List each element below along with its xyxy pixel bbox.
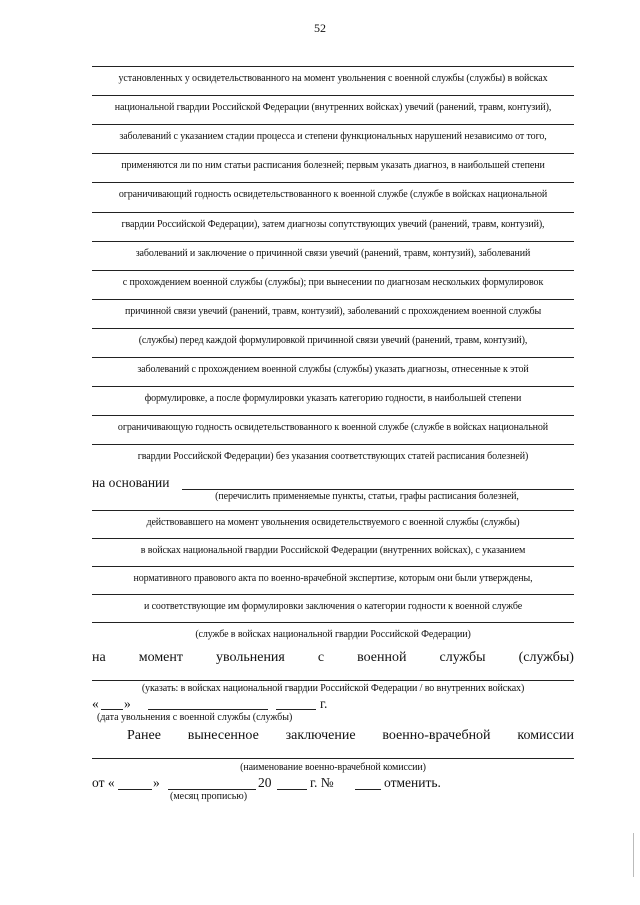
previous-word: комиссии	[517, 728, 574, 743]
dismissal-word: службы	[439, 650, 486, 665]
caption-line: (службы) перед каждой формулировкой причинной связи увечий (ранений, травм, контузий),	[138, 335, 528, 346]
final-month-line[interactable]	[168, 789, 256, 790]
underline	[92, 594, 574, 595]
caption-line: ограничивающую годность освидетельствованного к военной службе (службе в войсках национальной	[117, 422, 549, 433]
month-field-line[interactable]	[148, 709, 268, 710]
underline	[92, 510, 574, 511]
caption-line: заболеваний с прохождением военной службы (службы) указать диагнозы, отнесенные к этой	[137, 364, 529, 375]
year-suffix: г.	[320, 696, 328, 711]
previous-word: заключение	[285, 728, 356, 743]
final-close-quote: »	[153, 775, 160, 790]
basis-caption: действовавшего на момент увольнения освидетельствуемого с военной службы (службы)	[146, 517, 520, 528]
basis-caption: и соответствующие им формулировки заключения о категории годности к военной службе	[143, 601, 523, 612]
underline	[92, 270, 574, 271]
from-label: от «	[92, 775, 115, 790]
date-caption: (дата увольнения с военной службы (службы)	[97, 712, 293, 723]
underline	[92, 538, 574, 539]
underline	[92, 153, 574, 154]
previous-row	[127, 728, 574, 744]
underline	[92, 758, 574, 759]
caption-line: с прохождением военной службы (службы); при вынесении по диагнозам нескольких формулировок	[122, 277, 544, 288]
caption-line: национальной гвардии Российской Федерации (внутренних войсках) увечий (ранений, травм, контузий),	[114, 102, 552, 113]
final-year-line[interactable]	[277, 789, 307, 790]
dismissal-caption: (указать: в войсках национальной гвардии Российской Федерации / во внутренних войсках)	[141, 683, 525, 694]
underline	[92, 444, 574, 445]
underline	[92, 622, 574, 623]
caption-line: гвардии Российской Федерации) без указания соответствующих статей расписания болезней)	[137, 451, 529, 462]
basis-label: на основании	[92, 475, 170, 490]
caption-line: заболеваний и заключение о причинной связи увечий (ранений, травм, контузий), заболеваний	[135, 248, 531, 259]
underline	[92, 241, 574, 242]
underline	[92, 680, 574, 681]
previous-word: вынесенное	[187, 728, 259, 743]
final-day-line[interactable]	[118, 789, 152, 790]
caption-line: гвардии Российской Федерации), затем диагнозы сопутствующих увечий (ранений, травм, контузий),	[121, 219, 545, 230]
month-caption: (месяц прописью)	[170, 791, 248, 802]
basis-caption: нормативного правового акта по военно-врачебной экспертизе, которым они были утверждены,	[133, 573, 533, 584]
date-open-quote: «	[92, 696, 99, 711]
dismissal-word: военной	[357, 650, 407, 665]
caption-line: формулировке, а после формулировки указать категорию годности, в наибольшей степени	[144, 393, 522, 404]
caption-line: заболеваний с указанием стадии процесса и степени функциональных нарушений независимо от того,	[119, 131, 547, 142]
underline	[92, 299, 574, 300]
scan-edge-mark	[633, 833, 634, 877]
previous-caption: (наименование военно-врачебной комиссии)	[240, 762, 426, 773]
dismissal-word: на	[92, 650, 106, 665]
caption-line: причинной связи увечий (ранений, травм, контузий), заболеваний с прохождением военной службы	[124, 306, 542, 317]
underline	[92, 182, 574, 183]
caption-line: установленных у освидетельствованного на момент увольнения с военной службы (службы) в войсках	[118, 73, 548, 84]
final-action: отменить.	[384, 775, 441, 790]
year-field-line[interactable]	[276, 709, 316, 710]
dismissal-word: (службы)	[518, 650, 574, 665]
final-year-prefix: 20	[258, 775, 272, 790]
dismissal-row	[92, 650, 574, 666]
dismissal-word: с	[317, 650, 325, 665]
basis-caption: (службе в войсках национальной гвардии Российской Федерации)	[195, 629, 471, 640]
caption-line: ограничивающий годность освидетельствованного к военной службе (службе в войсках национальной	[118, 189, 548, 200]
final-number-line[interactable]	[355, 789, 381, 790]
underline	[92, 357, 574, 358]
caption-line: применяются ли по ним статьи расписания болезней; первым указать диагноз, в наибольшей степени	[121, 160, 545, 171]
final-year-suffix: г. №	[310, 775, 334, 790]
basis-fill-line	[182, 489, 574, 490]
previous-word: Ранее	[127, 728, 161, 743]
underline	[92, 566, 574, 567]
underline	[92, 386, 574, 387]
underline	[92, 95, 574, 96]
page-number: 52	[314, 21, 326, 35]
day-field-line[interactable]	[101, 709, 123, 710]
dismissal-word: момент	[138, 650, 184, 665]
underline	[92, 212, 574, 213]
basis-caption: (перечислить применяемые пункты, статьи, графы расписания болезней,	[215, 491, 519, 502]
underline	[92, 124, 574, 125]
underline	[92, 415, 574, 416]
previous-word: военно-врачебной	[382, 728, 491, 743]
underline	[92, 328, 574, 329]
date-close-quote: »	[124, 696, 131, 711]
basis-caption: в войсках национальной гвардии Российской Федерации (внутренних войсках), с указанием	[140, 545, 526, 556]
underline	[92, 66, 574, 67]
dismissal-word: увольнения	[216, 650, 285, 665]
